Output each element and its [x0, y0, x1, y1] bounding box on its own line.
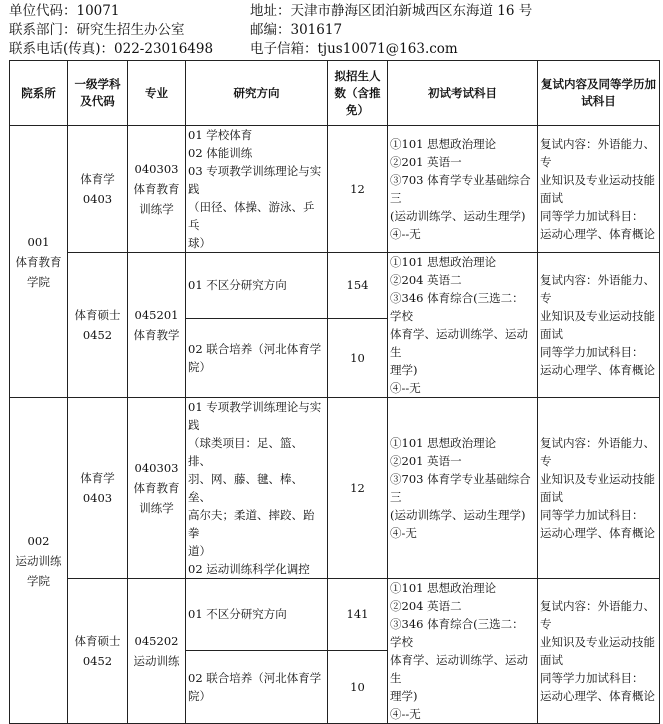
table-header-row	[10, 61, 660, 126]
admissions-table	[9, 60, 660, 724]
exam-cell-line: ④--无	[390, 381, 421, 395]
direction-cell-line: 01 不区分研究方向	[188, 278, 287, 293]
major-cell: 040303 体育教育训练学	[128, 398, 186, 579]
direction-cell-line: 01 学校体育	[188, 128, 253, 142]
direction-cell-line: 球）	[188, 236, 211, 250]
direction-cell-line: 02 联合培养（河北体育学院）	[188, 341, 322, 374]
exam-cell-line: ④--无	[390, 707, 421, 721]
quota-cell: 12	[328, 398, 388, 579]
retest-cell-line: 运动心理学、体育概论	[540, 526, 655, 540]
retest-cell-line: 复试内容：外语能力、专	[540, 599, 655, 631]
exam-cell-line: ②201 英语一	[390, 155, 462, 169]
retest-cell-line: 面试	[540, 327, 563, 341]
exam-cell-line: ③346 体育综合(三选二：学校	[390, 617, 524, 649]
retest-cell-line: 业知识及专业运动技能	[540, 309, 655, 323]
direction-cell	[186, 650, 328, 723]
quota-cell: 12	[328, 126, 388, 253]
retest-cell	[538, 253, 660, 398]
exam-cell-line: ②204 英语二	[390, 273, 462, 287]
exam-cell-line: ①101 思想政治理论	[390, 255, 497, 269]
direction-cell	[186, 398, 328, 579]
exam-cell-line: ①101 思想政治理论	[390, 436, 497, 450]
retest-cell-line: 业知识及专业运动技能	[540, 173, 655, 187]
direction-cell-line: （球类项目：足、篮、排、	[188, 436, 303, 468]
exam-cell-line: (运动训练学、运动生理学)	[390, 508, 526, 522]
retest-cell-line: 复试内容：外语能力、专	[540, 273, 655, 305]
exam-cell-line: ③703 体育学专业基础综合三	[390, 472, 531, 504]
quota-cell: 10	[328, 650, 388, 723]
retest-cell-line: 同等学力加试科目：	[540, 209, 644, 223]
direction-cell-line: （田径、体操、游泳、乒乓	[188, 200, 315, 232]
exam-cell-line: ②204 英语二	[390, 599, 462, 613]
exam-cell-line: (运动训练学、运动生理学)	[390, 209, 526, 223]
direction-cell	[186, 253, 328, 319]
retest-cell-line: 面试	[540, 191, 563, 205]
college-cell: 002 运动训练学院	[10, 398, 68, 724]
retest-cell-line: 业知识及专业运动技能	[540, 472, 655, 486]
header-discipline: 一级学科及代码	[68, 61, 128, 126]
contact-phone: 联系电话(传真)：022-23016498	[9, 41, 214, 57]
discipline-cell: 体育学 0403	[68, 126, 128, 253]
table-row	[10, 126, 660, 253]
retest-cell	[538, 579, 660, 724]
contact-department: 联系部门：研究生招生办公室	[9, 22, 185, 38]
direction-cell-line: 02 联合培养（河北体育学院）	[188, 670, 322, 703]
retest-cell-line: 面试	[540, 490, 563, 504]
direction-cell-line: 01 不区分研究方向	[188, 607, 287, 622]
direction-cell	[186, 579, 328, 651]
exam-cell-line: ①101 思想政治理论	[390, 137, 497, 151]
retest-cell-line: 运动心理学、体育概论	[540, 363, 655, 377]
discipline-cell: 体育硕士 0452	[68, 579, 128, 724]
contact-email: 电子信箱：tjus10071@163.com	[250, 41, 458, 57]
discipline-cell: 体育硕士 0452	[68, 253, 128, 398]
retest-cell-line: 复试内容：外语能力、专	[540, 137, 655, 169]
header-direction: 研究方向	[186, 61, 328, 126]
header-exam: 初试考试科目	[388, 61, 538, 126]
direction-cell	[186, 318, 328, 397]
quota-cell: 10	[328, 318, 388, 397]
direction-cell	[186, 126, 328, 253]
retest-cell	[538, 398, 660, 579]
retest-cell-line: 同等学力加试科目：	[540, 345, 644, 359]
exam-cell-line: ③703 体育学专业基础综合三	[390, 173, 531, 205]
postcode: 邮编：301617	[250, 22, 343, 38]
major-cell: 045202 运动训练	[128, 579, 186, 724]
exam-cell	[388, 398, 538, 579]
direction-cell-line: 高尔夫；柔道、摔跤、跆拳	[188, 508, 315, 540]
exam-cell-line: ③346 体育综合(三选二：学校	[390, 291, 524, 323]
quota-cell: 154	[328, 253, 388, 319]
exam-cell-line: ④-无	[390, 526, 417, 540]
exam-cell-line: 体育学、运动训练学、运动生	[390, 327, 528, 359]
retest-cell-line: 业知识及专业运动技能	[540, 635, 655, 649]
exam-cell	[388, 579, 538, 724]
address: 地址：天津市静海区团泊新城西区东海道 16 号	[250, 3, 533, 19]
direction-cell-line: 01 专项教学训练理论与实践	[188, 400, 322, 432]
major-cell: 040303 体育教育训练学	[128, 126, 186, 253]
exam-cell-line: 体育学、运动训练学、运动生	[390, 653, 528, 685]
retest-cell-line: 同等学力加试科目：	[540, 508, 644, 522]
retest-cell	[538, 126, 660, 253]
exam-cell-line: ④--无	[390, 227, 421, 241]
college-cell: 001 体育教育学院	[10, 126, 68, 398]
exam-cell-line: 理学)	[390, 363, 418, 377]
direction-cell-line: 02 体能训练	[188, 146, 253, 160]
table-row	[10, 579, 660, 651]
exam-cell	[388, 126, 538, 253]
exam-cell-line: 理学)	[390, 689, 418, 703]
table-row	[10, 253, 660, 319]
direction-cell-line: 羽、网、藤、毽、棒、垒、	[188, 472, 303, 504]
header-major: 专业	[128, 61, 186, 126]
direction-cell-line: 03 专项教学训练理论与实践	[188, 164, 322, 196]
exam-cell-line: ①101 思想政治理论	[390, 581, 497, 595]
retest-cell-line: 运动心理学、体育概论	[540, 227, 655, 241]
header-retest: 复试内容及同等学历加试科目	[538, 61, 660, 126]
quota-cell: 141	[328, 579, 388, 651]
retest-cell-line: 复试内容：外语能力、专	[540, 436, 655, 468]
retest-cell-line: 运动心理学、体育概论	[540, 689, 655, 703]
retest-cell-line: 面试	[540, 653, 563, 667]
major-cell: 045201 体育教学	[128, 253, 186, 398]
direction-cell-line: 02 运动训练科学化调控	[188, 562, 310, 576]
unit-code: 单位代码：10071	[9, 3, 120, 19]
direction-cell-line: 道）	[188, 544, 211, 558]
table-row	[10, 398, 660, 579]
header-quota: 拟招生人数（含推免）	[328, 61, 388, 126]
exam-cell-line: ②201 英语一	[390, 454, 462, 468]
header-college: 院系所	[10, 61, 68, 126]
exam-cell	[388, 253, 538, 398]
discipline-cell: 体育学 0403	[68, 398, 128, 579]
retest-cell-line: 同等学力加试科目：	[540, 671, 644, 685]
